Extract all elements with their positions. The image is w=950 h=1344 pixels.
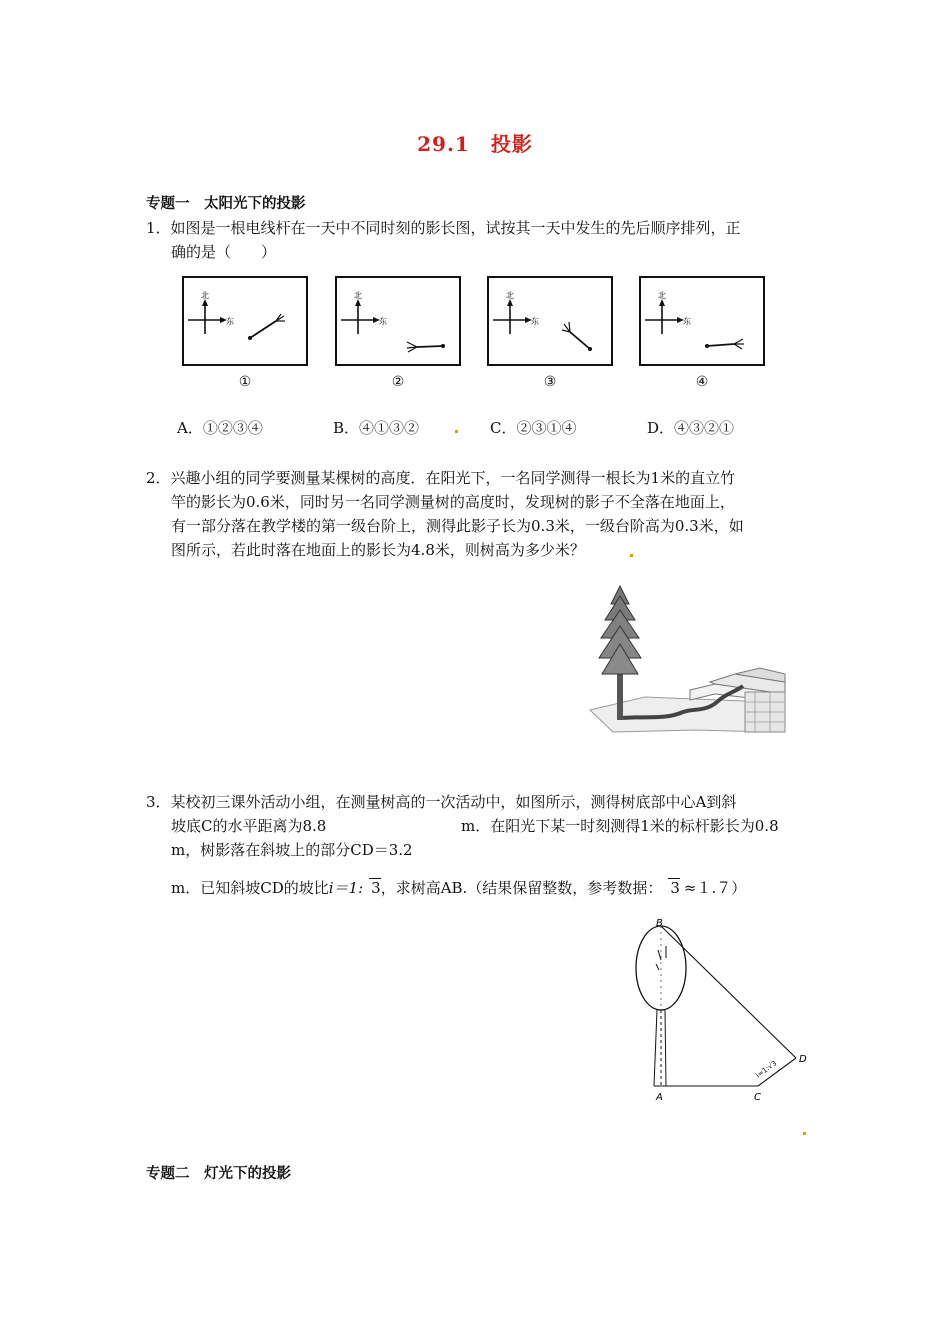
q1-line1: 1．如图是一根电线杆在一天中不同时刻的影长图，试按其一天中发生的先后顺序排列，正 [146, 219, 741, 237]
section-heading-lamp: 专题二 灯光下的投影 [146, 1165, 291, 1182]
q3-line1: 3．某校初三课外活动小组，在测量树高的一次活动中，如图所示，测得树底部中心A到斜 [146, 793, 737, 811]
panel-label-2: ② [391, 374, 405, 390]
section-heading-sunlight: 专题一 太阳光下的投影 [146, 195, 306, 212]
north-label: 北 [506, 291, 514, 300]
option-b[interactable]: B．④①③② [333, 419, 420, 437]
q2-line1: 2．兴趣小组的同学要测量某棵树的高度．在阳光下，一名同学测得一根长为1米的直立竹 [146, 469, 736, 487]
q3-line4-part2: ，求树高AB.（结果保留整数，参考数据： [380, 879, 663, 897]
shadow-diagram-2 [337, 278, 459, 364]
shadow-panel-3 [487, 276, 613, 366]
panel-label-4: ④ [695, 374, 709, 390]
east-label: 东 [226, 317, 234, 326]
option-d[interactable]: D．④③②① [647, 419, 735, 437]
q2-line2: 竿的影长为0.6米，同时另一名同学测量树的高度时，发现树的影子不全落在地面上， [171, 493, 735, 511]
east-label: 东 [531, 317, 539, 326]
label-b: B [656, 918, 663, 929]
q3-line3: m，树影落在斜坡上的部分CD＝3.2 [171, 841, 413, 859]
shadow-diagram-3 [489, 278, 611, 364]
label-c: C [754, 1092, 761, 1103]
label-d: D [799, 1054, 807, 1065]
panel-label-1: ① [238, 374, 252, 390]
north-label: 北 [658, 291, 666, 300]
label-a: A [656, 1092, 663, 1103]
q3-line4 [171, 876, 746, 900]
q2-line4: 图所示，若此时落在地面上的影长为4.8米，则树高为多少米？ [171, 541, 585, 559]
sqrt-3: 3 [371, 879, 381, 897]
q1-line2: 确的是（ ） [171, 243, 277, 261]
east-label: 东 [379, 317, 387, 326]
slope-label: i=1:√3 [754, 1059, 779, 1080]
page-title: 29.1 投影 [417, 132, 533, 156]
shadow-diagram-4 [641, 278, 763, 364]
north-label: 北 [354, 291, 362, 300]
q3-line2a: 坡底C的水平距离为8.8 [171, 817, 327, 835]
q3-line4-part1: m．已知斜坡CD的坡比 [171, 879, 329, 897]
slope-figure [630, 918, 810, 1108]
shadow-panel-4 [639, 276, 765, 366]
north-label: 北 [201, 291, 209, 300]
option-a[interactable]: A．①②③④ [177, 419, 263, 437]
mark-dot [455, 430, 458, 433]
sqrt-3-ref: 3 [670, 879, 680, 897]
mark-dot [803, 1132, 806, 1135]
q2-line3: 有一部分落在教学楼的第一级台阶上，测得此影子长为0.3米，一级台阶高为0.3米，如 [171, 517, 744, 535]
tree-steps-illustration [585, 582, 790, 752]
panel-label-3: ③ [543, 374, 557, 390]
mark-dot [630, 554, 633, 557]
east-label: 东 [683, 317, 691, 326]
q3-line2b: m．在阳光下某一时刻测得1米的标杆影长为0.8 [461, 817, 779, 835]
shadow-panel-2 [335, 276, 461, 366]
shadow-panel-1 [182, 276, 308, 366]
option-c[interactable]: C．②③①④ [490, 419, 577, 437]
shadow-diagram-1 [184, 278, 306, 364]
q3-line4-part3: ≈１.７） [683, 879, 747, 897]
slope-ratio: i＝1: [328, 879, 364, 897]
